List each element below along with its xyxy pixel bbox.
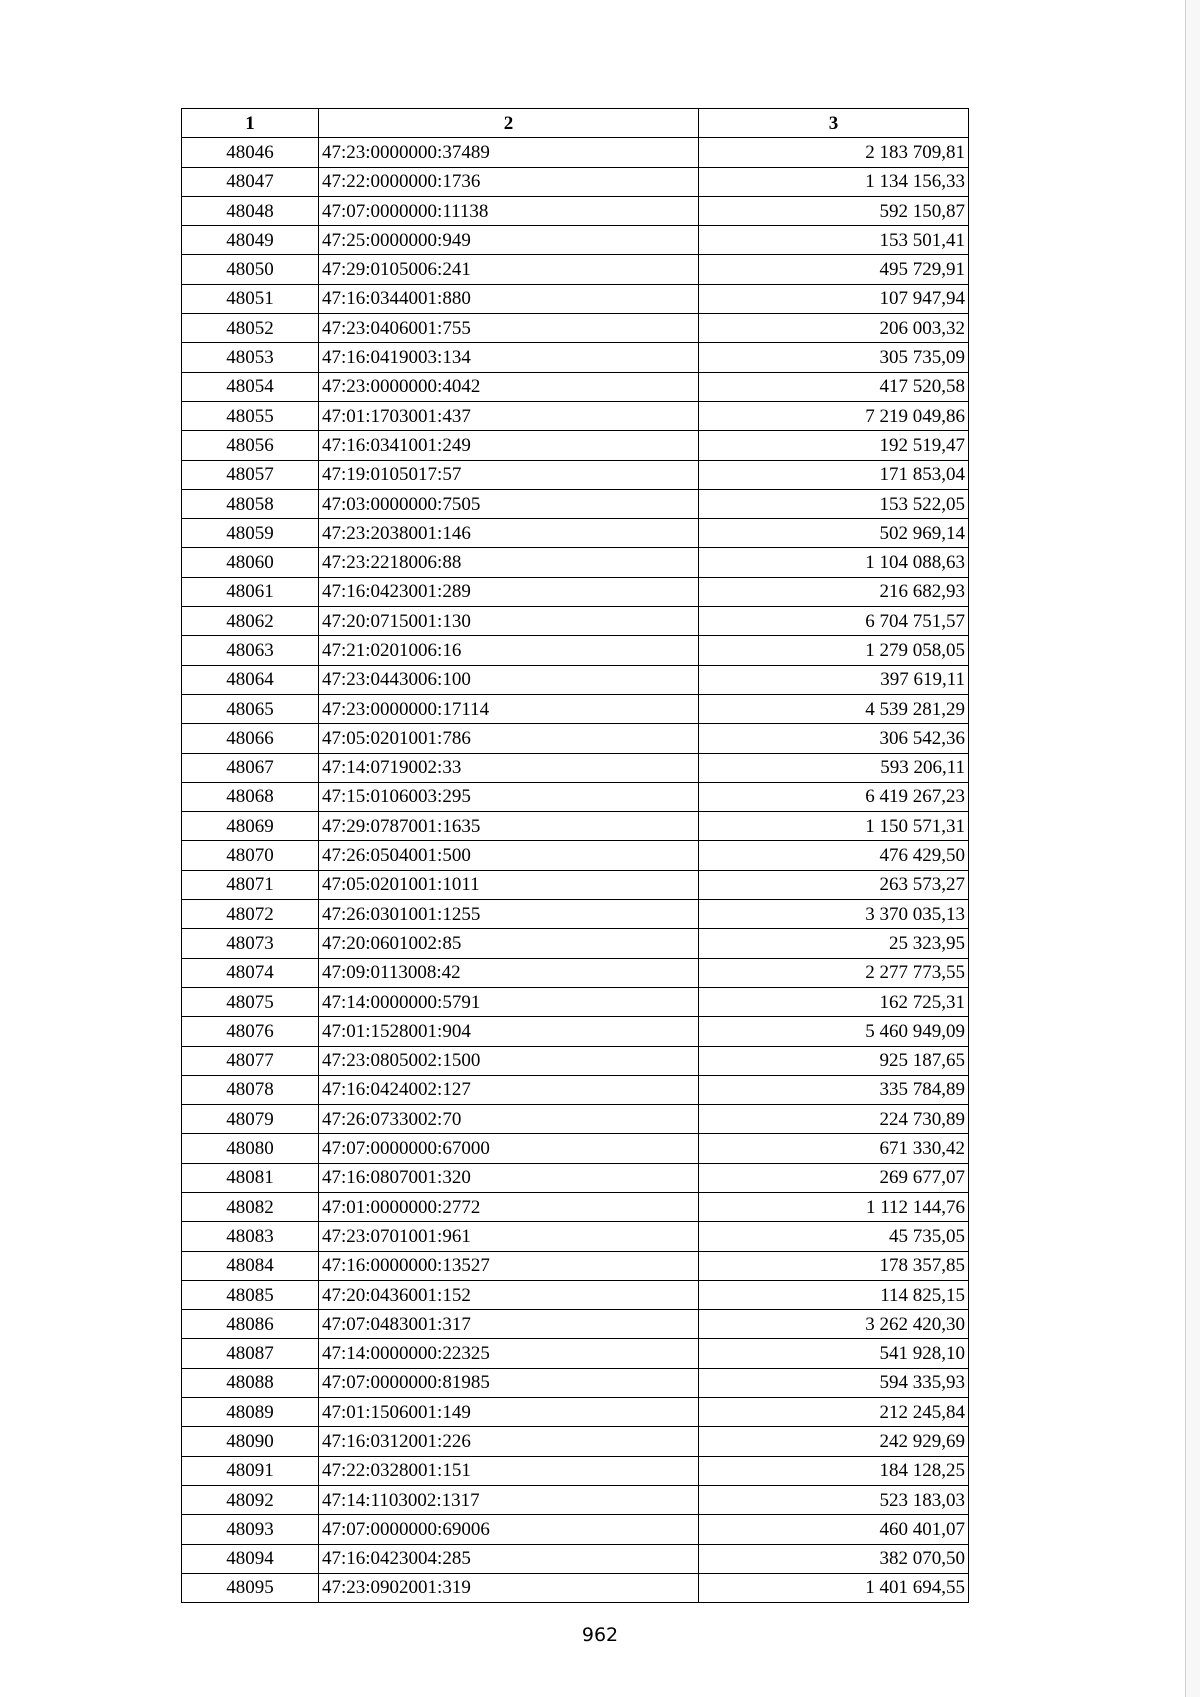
header-col-1: 1 — [182, 109, 319, 138]
cadastral-number-cell: 47:26:0301001:1255 — [319, 900, 699, 929]
cadastral-number-cell: 47:20:0436001:152 — [319, 1280, 699, 1309]
value-cell: 397 619,11 — [699, 665, 969, 694]
value-cell: 114 825,15 — [699, 1280, 969, 1309]
value-cell: 263 573,27 — [699, 870, 969, 899]
row-number-cell: 48071 — [182, 870, 319, 899]
value-cell: 6 419 267,23 — [699, 782, 969, 811]
row-number-cell: 48088 — [182, 1368, 319, 1397]
cadastral-number-cell: 47:20:0601002:85 — [319, 929, 699, 958]
row-number-cell: 48054 — [182, 372, 319, 401]
row-number-cell: 48076 — [182, 1017, 319, 1046]
row-number-cell: 48065 — [182, 694, 319, 723]
value-cell: 476 429,50 — [699, 841, 969, 870]
table-row — [182, 460, 969, 489]
table-row — [182, 782, 969, 811]
row-number-cell: 48066 — [182, 724, 319, 753]
table-row — [182, 314, 969, 343]
value-cell: 206 003,32 — [699, 314, 969, 343]
table-row — [182, 1192, 969, 1221]
row-number-cell: 48085 — [182, 1280, 319, 1309]
row-number-cell: 48050 — [182, 255, 319, 284]
row-number-cell: 48070 — [182, 841, 319, 870]
row-number-cell: 48083 — [182, 1222, 319, 1251]
header-col-3: 3 — [699, 109, 969, 138]
row-number-cell: 48093 — [182, 1515, 319, 1544]
table-row — [182, 1427, 969, 1456]
row-number-cell: 48078 — [182, 1075, 319, 1104]
table-row — [182, 167, 969, 196]
cadastral-number-cell: 47:07:0000000:67000 — [319, 1134, 699, 1163]
cadastral-number-cell: 47:19:0105017:57 — [319, 460, 699, 489]
data-table — [181, 108, 969, 1603]
value-cell: 3 262 420,30 — [699, 1310, 969, 1339]
table-row — [182, 1046, 969, 1075]
cadastral-number-cell: 47:21:0201006:16 — [319, 636, 699, 665]
row-number-cell: 48080 — [182, 1134, 319, 1163]
table-row — [182, 1339, 969, 1368]
row-number-cell: 48090 — [182, 1427, 319, 1456]
value-cell: 107 947,94 — [699, 284, 969, 313]
row-number-cell: 48074 — [182, 958, 319, 987]
cadastral-number-cell: 47:01:1506001:149 — [319, 1398, 699, 1427]
page-number: 962 — [581, 1624, 619, 1646]
value-cell: 224 730,89 — [699, 1105, 969, 1134]
row-number-cell: 48059 — [182, 519, 319, 548]
row-number-cell: 48052 — [182, 314, 319, 343]
value-cell: 178 357,85 — [699, 1251, 969, 1280]
row-number-cell: 48082 — [182, 1192, 319, 1221]
table-row — [182, 1075, 969, 1104]
cadastral-number-cell: 47:26:0504001:500 — [319, 841, 699, 870]
value-cell: 523 183,03 — [699, 1485, 969, 1514]
table-row — [182, 1163, 969, 1192]
row-number-cell: 48060 — [182, 548, 319, 577]
value-cell: 925 187,65 — [699, 1046, 969, 1075]
row-number-cell: 48062 — [182, 607, 319, 636]
table-row — [182, 1456, 969, 1485]
cadastral-number-cell: 47:07:0483001:317 — [319, 1310, 699, 1339]
cadastral-number-cell: 47:16:0419003:134 — [319, 343, 699, 372]
value-cell: 541 928,10 — [699, 1339, 969, 1368]
cadastral-number-cell: 47:23:0406001:755 — [319, 314, 699, 343]
cadastral-number-cell: 47:25:0000000:949 — [319, 226, 699, 255]
table-row — [182, 1134, 969, 1163]
cadastral-number-cell: 47:23:0000000:17114 — [319, 694, 699, 723]
cadastral-number-cell: 47:03:0000000:7505 — [319, 489, 699, 518]
row-number-cell: 48064 — [182, 665, 319, 694]
table-row — [182, 343, 969, 372]
value-cell: 1 134 156,33 — [699, 167, 969, 196]
value-cell: 25 323,95 — [699, 929, 969, 958]
cadastral-number-cell: 47:01:0000000:2772 — [319, 1192, 699, 1221]
cadastral-number-cell: 47:14:0000000:5791 — [319, 987, 699, 1016]
value-cell: 502 969,14 — [699, 519, 969, 548]
cadastral-number-cell: 47:29:0105006:241 — [319, 255, 699, 284]
row-number-cell: 48075 — [182, 987, 319, 1016]
value-cell: 460 401,07 — [699, 1515, 969, 1544]
cadastral-number-cell: 47:29:0787001:1635 — [319, 812, 699, 841]
value-cell: 7 219 049,86 — [699, 401, 969, 430]
row-number-cell: 48081 — [182, 1163, 319, 1192]
table-row — [182, 841, 969, 870]
value-cell: 1 279 058,05 — [699, 636, 969, 665]
table-row — [182, 226, 969, 255]
table-row — [182, 196, 969, 225]
table-row — [182, 900, 969, 929]
table-row — [182, 1222, 969, 1251]
row-number-cell: 48063 — [182, 636, 319, 665]
cadastral-number-cell: 47:05:0201001:1011 — [319, 870, 699, 899]
cadastral-number-cell: 47:14:0719002:33 — [319, 753, 699, 782]
row-number-cell: 48089 — [182, 1398, 319, 1427]
table-row — [182, 958, 969, 987]
row-number-cell: 48068 — [182, 782, 319, 811]
table-row — [182, 489, 969, 518]
table-row — [182, 138, 969, 167]
row-number-cell: 48091 — [182, 1456, 319, 1485]
value-cell: 269 677,07 — [699, 1163, 969, 1192]
value-cell: 153 501,41 — [699, 226, 969, 255]
row-number-cell: 48051 — [182, 284, 319, 313]
table-row — [182, 431, 969, 460]
cadastral-number-cell: 47:23:0000000:4042 — [319, 372, 699, 401]
table-row — [182, 987, 969, 1016]
row-number-cell: 48092 — [182, 1485, 319, 1514]
cadastral-number-cell: 47:16:0344001:880 — [319, 284, 699, 313]
row-number-cell: 48084 — [182, 1251, 319, 1280]
value-cell: 171 853,04 — [699, 460, 969, 489]
row-number-cell: 48047 — [182, 167, 319, 196]
table-row — [182, 577, 969, 606]
cadastral-number-cell: 47:16:0807001:320 — [319, 1163, 699, 1192]
value-cell: 184 128,25 — [699, 1456, 969, 1485]
value-cell: 1 150 571,31 — [699, 812, 969, 841]
value-cell: 2 277 773,55 — [699, 958, 969, 987]
cadastral-number-cell: 47:07:0000000:69006 — [319, 1515, 699, 1544]
table-row — [182, 1515, 969, 1544]
cadastral-number-cell: 47:23:2038001:146 — [319, 519, 699, 548]
cadastral-number-cell: 47:16:0312001:226 — [319, 1427, 699, 1456]
row-number-cell: 48087 — [182, 1339, 319, 1368]
cadastral-number-cell: 47:20:0715001:130 — [319, 607, 699, 636]
value-cell: 153 522,05 — [699, 489, 969, 518]
row-number-cell: 48049 — [182, 226, 319, 255]
row-number-cell: 48067 — [182, 753, 319, 782]
table-row — [182, 753, 969, 782]
table-row — [182, 694, 969, 723]
cadastral-number-cell: 47:23:0805002:1500 — [319, 1046, 699, 1075]
row-number-cell: 48077 — [182, 1046, 319, 1075]
table-row — [182, 636, 969, 665]
table-row — [182, 1398, 969, 1427]
value-cell: 417 520,58 — [699, 372, 969, 401]
value-cell: 306 542,36 — [699, 724, 969, 753]
cadastral-number-cell: 47:26:0733002:70 — [319, 1105, 699, 1134]
row-number-cell: 48048 — [182, 196, 319, 225]
table-row — [182, 1017, 969, 1046]
value-cell: 1 104 088,63 — [699, 548, 969, 577]
table-row — [182, 929, 969, 958]
table-row — [182, 812, 969, 841]
value-cell: 2 183 709,81 — [699, 138, 969, 167]
table-body — [182, 138, 969, 1603]
row-number-cell: 48086 — [182, 1310, 319, 1339]
row-number-cell: 48055 — [182, 401, 319, 430]
value-cell: 216 682,93 — [699, 577, 969, 606]
table-row — [182, 1485, 969, 1514]
row-number-cell: 48073 — [182, 929, 319, 958]
value-cell: 45 735,05 — [699, 1222, 969, 1251]
cadastral-number-cell: 47:16:0423001:289 — [319, 577, 699, 606]
value-cell: 671 330,42 — [699, 1134, 969, 1163]
row-number-cell: 48056 — [182, 431, 319, 460]
table-row — [182, 665, 969, 694]
cadastral-number-cell: 47:01:1703001:437 — [319, 401, 699, 430]
row-number-cell: 48058 — [182, 489, 319, 518]
page-edge — [1185, 0, 1200, 1697]
table-row — [182, 255, 969, 284]
cadastral-number-cell: 47:05:0201001:786 — [319, 724, 699, 753]
row-number-cell: 48079 — [182, 1105, 319, 1134]
table-row — [182, 607, 969, 636]
header-col-2: 2 — [319, 109, 699, 138]
value-cell: 495 729,91 — [699, 255, 969, 284]
cadastral-number-cell: 47:16:0423004:285 — [319, 1544, 699, 1573]
cadastral-number-cell: 47:07:0000000:11138 — [319, 196, 699, 225]
table-row — [182, 1573, 969, 1602]
table-row — [182, 724, 969, 753]
value-cell: 593 206,11 — [699, 753, 969, 782]
table-row — [182, 519, 969, 548]
cadastral-number-cell: 47:14:0000000:22325 — [319, 1339, 699, 1368]
value-cell: 335 784,89 — [699, 1075, 969, 1104]
cadastral-number-cell: 47:23:0902001:319 — [319, 1573, 699, 1602]
cadastral-number-cell: 47:07:0000000:81985 — [319, 1368, 699, 1397]
value-cell: 162 725,31 — [699, 987, 969, 1016]
table-row — [182, 284, 969, 313]
value-cell: 1 112 144,76 — [699, 1192, 969, 1221]
cadastral-number-cell: 47:01:1528001:904 — [319, 1017, 699, 1046]
value-cell: 592 150,87 — [699, 196, 969, 225]
row-number-cell: 48072 — [182, 900, 319, 929]
cadastral-number-cell: 47:16:0424002:127 — [319, 1075, 699, 1104]
row-number-cell: 48061 — [182, 577, 319, 606]
row-number-cell: 48057 — [182, 460, 319, 489]
row-number-cell: 48069 — [182, 812, 319, 841]
table-row — [182, 548, 969, 577]
table-row — [182, 1310, 969, 1339]
header-row — [182, 109, 969, 138]
row-number-cell: 48094 — [182, 1544, 319, 1573]
row-number-cell: 48053 — [182, 343, 319, 372]
table-row — [182, 1105, 969, 1134]
cadastral-number-cell: 47:23:2218006:88 — [319, 548, 699, 577]
cadastral-number-cell: 47:15:0106003:295 — [319, 782, 699, 811]
value-cell: 242 929,69 — [699, 1427, 969, 1456]
cadastral-number-cell: 47:16:0341001:249 — [319, 431, 699, 460]
value-cell: 212 245,84 — [699, 1398, 969, 1427]
table-row — [182, 372, 969, 401]
cadastral-number-cell: 47:22:0328001:151 — [319, 1456, 699, 1485]
value-cell: 3 370 035,13 — [699, 900, 969, 929]
value-cell: 382 070,50 — [699, 1544, 969, 1573]
cadastral-number-cell: 47:16:0000000:13527 — [319, 1251, 699, 1280]
cadastral-number-cell: 47:09:0113008:42 — [319, 958, 699, 987]
value-cell: 1 401 694,55 — [699, 1573, 969, 1602]
value-cell: 192 519,47 — [699, 431, 969, 460]
cadastral-number-cell: 47:23:0000000:37489 — [319, 138, 699, 167]
row-number-cell: 48095 — [182, 1573, 319, 1602]
row-number-cell: 48046 — [182, 138, 319, 167]
table-row — [182, 1368, 969, 1397]
cadastral-number-cell: 47:14:1103002:1317 — [319, 1485, 699, 1514]
table-row — [182, 1251, 969, 1280]
cadastral-number-cell: 47:23:0701001:961 — [319, 1222, 699, 1251]
table-row — [182, 401, 969, 430]
cadastral-number-cell: 47:22:0000000:1736 — [319, 167, 699, 196]
table-row — [182, 1544, 969, 1573]
value-cell: 305 735,09 — [699, 343, 969, 372]
table-row — [182, 1280, 969, 1309]
value-cell: 6 704 751,57 — [699, 607, 969, 636]
value-cell: 4 539 281,29 — [699, 694, 969, 723]
table-row — [182, 870, 969, 899]
value-cell: 5 460 949,09 — [699, 1017, 969, 1046]
cadastral-number-cell: 47:23:0443006:100 — [319, 665, 699, 694]
value-cell: 594 335,93 — [699, 1368, 969, 1397]
